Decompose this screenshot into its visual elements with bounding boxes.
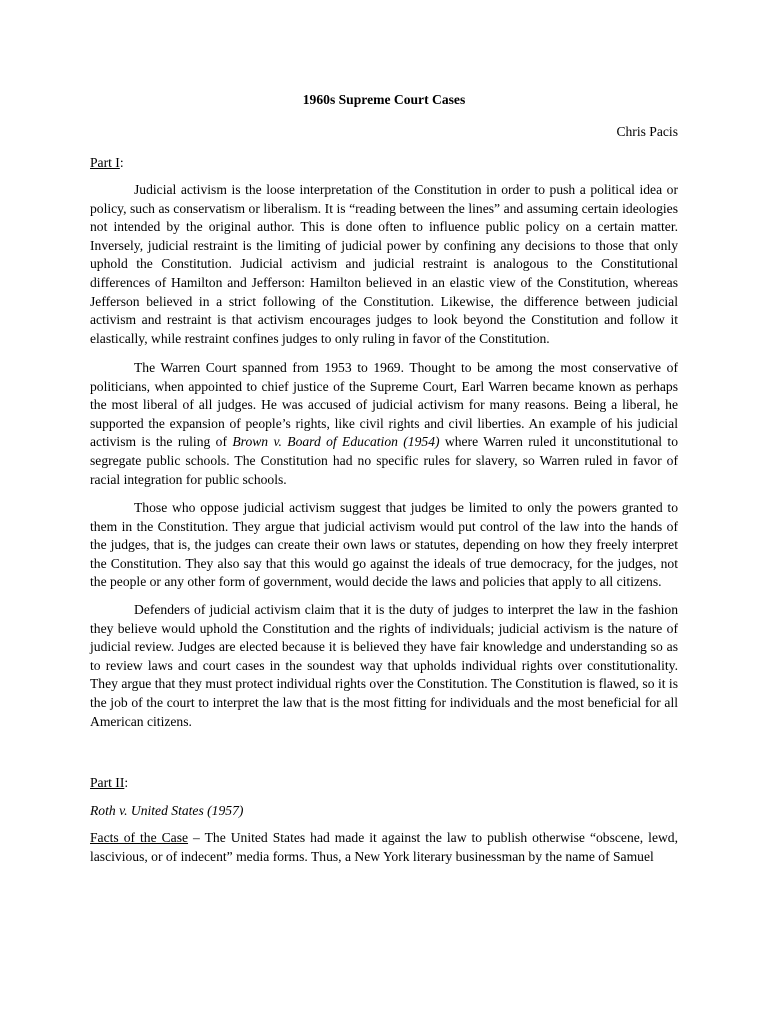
part-two-heading-text: Part II: [90, 775, 125, 790]
part-one-heading-text: Part I: [90, 155, 120, 170]
paragraph-defenders: Defenders of judicial activism claim that it is the duty of judges to interpret the law in the fashion they believe would uphold the Constitution and the rights of individuals; judicial activism is the nature of judicial review. Judges are elected because it is believed they have fair knowledge and understanding so as to review laws and court cases in the soundest way that upholds individual rights over constitutionality. They argue that they must protect individual rights over the Constitution. The Constitution is flawed, so it is the job of the court to interpret the law that is the most fitting for individuals and the most beneficial for all American citizens.: [90, 602, 678, 729]
warren-text-before: The Warren Court spanned from 1953 to 1969. Thought to be among the most conservative of politicians, when appointed to chief justice of the Supreme Court, Earl Warren became known as perhaps the most liberal of all judges. He was accused of judicial activism for many reasons. Being a liberal, he supported the expansion of people’s rights, like civil rights and civil liberties. An example of his judicial activism is the ruling of: [90, 360, 678, 450]
facts-label: Facts of the Case: [90, 830, 189, 845]
facts-text: – The United States had made it against the law to publish otherwise “obscene, lewd, lascivious, or of indecent” media forms. Thus, a New York literary businessman by the name of Samuel: [90, 830, 678, 864]
part-one-heading: [90, 155, 124, 171]
warren-text-after: where Warren ruled it unconstitutional to segregate public schools. The Constitution had no specific rules for slavery, so Warren ruled in favor of racial integration for public schools.: [90, 434, 678, 487]
case-citation-brown: Brown v. Board of Education (1954): [232, 434, 440, 450]
paragraph-facts-of-case: [90, 829, 678, 866]
part-two-heading: [90, 775, 128, 791]
paragraph-judicial-activism: Judicial activism is the loose interpretation of the Constitution in order to push a political idea or policy, such as conservatism or liberalism. It is “reading between the lines” and assuming certain ideologies not intended by the original author. This is done often to influence public policy on a certain matter. Inversely, judicial restraint is the limiting of judicial power by confining any decisions to those that only uphold the Constitution. Judicial activism and judicial restraint is analogous to the Constitutional differences of Hamilton and Jefferson: Hamilton believed in an elastic view of the Constitution, whereas Jefferson believed in a strict following of the Constitution. Likewise, the difference between judicial activism and restraint is that activism encourages judges to look beyond the Constitution and follow it elastically, while restraint confines judges to only ruling in favor of the Constitution.: [90, 182, 678, 346]
paragraph-warren-court: [90, 359, 678, 489]
document-title: 1960s Supreme Court Cases: [302, 92, 466, 107]
paragraph-opponents: Those who oppose judicial activism suggest that judges be limited to only the powers granted to them in the Constitution. They argue that judicial activism would put control of the law into the hands of the judges, that is, the judges can create their own laws or statutes, depending on how they freely interpret the Constitution. They also say that this would go against the ideals of true democracy, for the judges, not the people or any other form of government, would decide the laws and policies that apply to all citizens.: [90, 500, 678, 590]
part-one-heading-colon: :: [119, 155, 124, 170]
case-title-roth: Roth v. United States (1957): [90, 803, 244, 818]
part-two-heading-colon: :: [124, 775, 129, 790]
author-name: Chris Pacis: [616, 124, 678, 139]
